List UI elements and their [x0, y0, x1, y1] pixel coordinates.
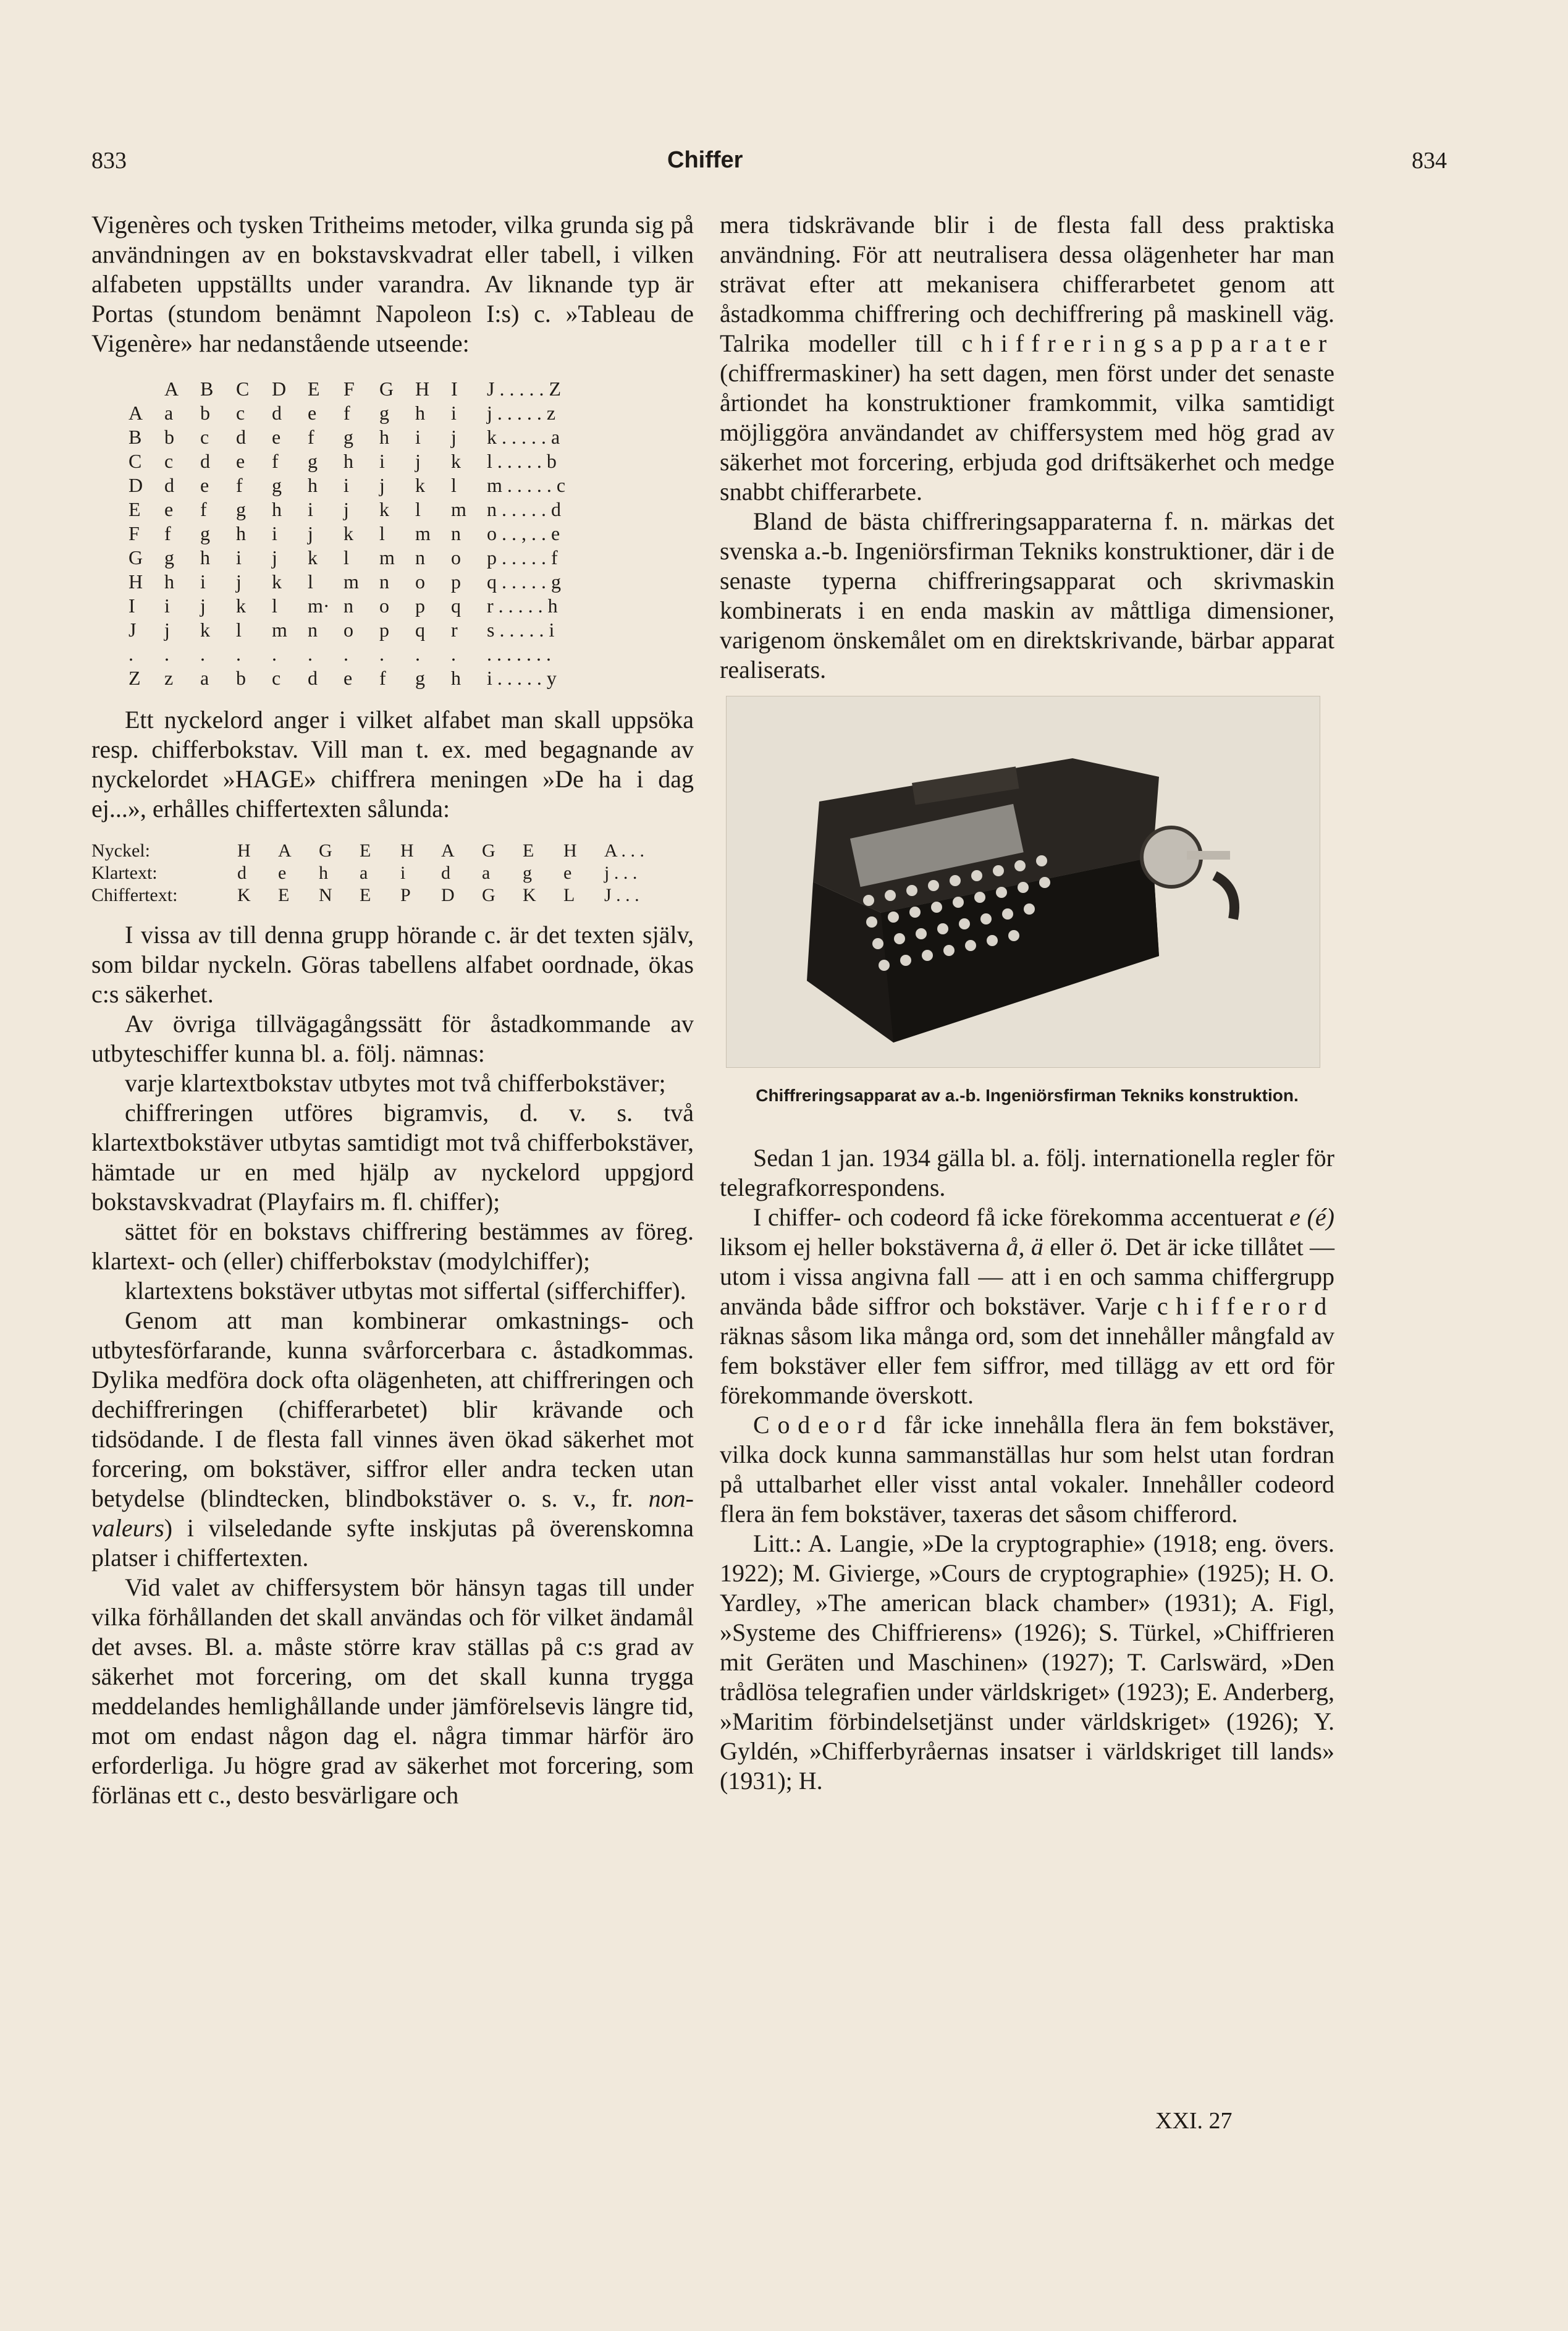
cipher-table-cell: A — [129, 402, 143, 424]
running-head: Chiffer — [667, 147, 743, 173]
cipher-table-cell: e — [236, 450, 245, 472]
cipher-table-cell: i . . . . . y — [487, 667, 557, 689]
example-row — [91, 862, 694, 884]
cipher-table-cell: o — [451, 546, 461, 569]
cipher-table-cell: h — [236, 522, 246, 544]
example-letter: d — [441, 863, 450, 883]
cipher-table-cell: . — [308, 643, 313, 665]
cipher-table-cell: e — [344, 667, 353, 689]
example-letter: G — [482, 885, 495, 905]
cipher-table-row — [129, 618, 565, 642]
body-paragraph-3-text: Genom att man kombinerar omkastnings- och utbytesförfarande, kunna svårforcerbara c. åstadkommas. Dylika medföra dock ofta olägenheten, att chiffreringen och dechiffreringen (chifferarbetet) blir krävande och tidsödande. I de flesta fall vinnes även ökad säkerhet mot forcering, om bokstäver, siffror eller andra tecken utan betydelse (blindtecken, blindbokstäver o. s. v., fr. — [91, 1306, 694, 1512]
cipher-table-cell: e — [308, 402, 317, 424]
example-letter: H — [563, 840, 577, 861]
cipher-table-cell: b — [164, 426, 174, 448]
cipher-table-cell: l . . . . . b — [487, 450, 557, 472]
cipher-table-cell: k — [451, 450, 461, 472]
cipher-table-cell: g — [379, 402, 389, 424]
cipher-table-cell: o — [379, 594, 389, 617]
list-item-2: chiffreringen utföres bigramvis, d. v. s. två klartextbokstäver utbytas samtidigt mot två chifferbokstäver, hämtade ur en med hjälp av nyckelord uppgjord bokstavskvadrat (Playfairs m. fl. chiffer); — [91, 1099, 694, 1216]
cipher-table-cell: m — [379, 546, 395, 569]
cipher-table-cell: p — [379, 619, 389, 641]
cipher-table-cell: j — [164, 619, 170, 641]
cipher-table-cell: l — [451, 474, 457, 496]
cipher-table-cell: q . . . . . g — [487, 570, 561, 593]
cipher-table-cell: g — [344, 426, 353, 448]
cipher-table-cell: j . . . . . z — [487, 402, 556, 424]
cipher-table-cell: r — [451, 619, 458, 641]
cipher-table-cell: h — [344, 450, 353, 472]
cipher-table-cell: . — [129, 643, 133, 665]
cipher-table-cell: a — [164, 402, 174, 424]
right-paragraph-4-mid: liksom ej heller bokstäverna — [720, 1233, 1000, 1261]
cipher-table-cell: A — [164, 378, 179, 400]
cipher-table-row — [129, 522, 565, 546]
cipher-table-cell: f — [379, 667, 386, 689]
cipher-table-cell: p — [415, 594, 425, 617]
spaced-term-codeord: Codeord — [753, 1411, 894, 1439]
cipher-table-cell: g — [236, 498, 246, 520]
cipher-table-cell: Z — [129, 667, 141, 689]
cipher-table-cell: h — [200, 546, 210, 569]
cipher-table-cell: . — [164, 643, 169, 665]
cipher-table-cell: m — [344, 570, 359, 593]
spaced-term-chiffreringsapparater: chiffreringsapparater — [961, 329, 1334, 357]
example-letter: J . . . — [604, 885, 639, 905]
example-letter: h — [319, 863, 328, 883]
right-paragraph-4 — [720, 1203, 1334, 1410]
right-paragraph-1-text: mera tidskrävande blir i de flesta fall dess praktiska användning. För att neutralisera dessa olägenheter har man strävat efter att mekanisera chifferarbetet genom att åstadkomma chiffrering och dechiffrering på maskinell väg. Talrika modeller till — [720, 211, 1334, 357]
cipher-table-cell: n — [344, 594, 353, 617]
cipher-table-cell: . — [415, 643, 420, 665]
cipher-table-cell: o — [344, 619, 353, 641]
body-paragraph-3-end: ) i vilseledande syfte inskjutas på överenskomna platser i chiffertexten. — [91, 1514, 694, 1572]
example-letter: H — [400, 840, 414, 861]
cipher-table-cell: J — [129, 619, 137, 641]
cipher-table-cell: h — [451, 667, 461, 689]
list-item-1: varje klartextbokstav utbytes mot två chifferbokstäver; — [125, 1069, 666, 1097]
cipher-table-row — [129, 473, 565, 497]
right-paragraph-4-rule: Det är icke tillåtet — utom i vissa angivna fall — att i en och samma chiffergrupp använda både siffror och bokstäver. Varje — [720, 1233, 1335, 1320]
cipher-table-cell: f — [236, 474, 243, 496]
cipher-table-cell: B — [200, 378, 214, 400]
cipher-table-cell: i — [164, 594, 170, 617]
cipher-table-cell: n — [379, 570, 389, 593]
cipher-table-cell: h — [415, 402, 425, 424]
letter-e-accent: e (é) — [1289, 1203, 1335, 1231]
cipher-table-cell: F — [344, 378, 355, 400]
example-letter: e — [278, 863, 287, 883]
cipher-table-cell: G — [129, 546, 143, 569]
cipher-table-cell: m — [451, 498, 466, 520]
example-row — [91, 840, 694, 862]
cipher-table-cell: l — [415, 498, 421, 520]
body-paragraph-2: Av övriga tillvägagångssätt för åstadkommande av utbyteschiffer kunna bl. a. följ. nämnas: — [91, 1010, 694, 1067]
example-letter: K — [237, 885, 251, 905]
cipher-table-row — [129, 377, 565, 401]
spaced-term-chifferord: chifferord — [1157, 1292, 1335, 1320]
cipher-table-cell: n — [415, 546, 425, 569]
cipher-table-cell: I — [451, 378, 458, 400]
right-paragraph-2: Bland de bästa chiffreringsapparaterna f. n. märkas det svenska a.-b. Ingeniörsfirman Tekniks konstruktioner, där i de senaste typerna chiffreringsapparat och skrivmaskin kombinerats i en enda maskin av måttliga dimensioner, varigenom önskemålet om en direktskrivande, bärbar apparat realiserats. — [720, 507, 1334, 683]
example-letter: e — [563, 863, 572, 883]
example-letter: a — [360, 863, 368, 883]
cipher-table-cell: d — [200, 450, 210, 472]
example-letter: j . . . — [604, 863, 638, 883]
letters-a-ring-a-umlaut: å, ä — [1006, 1233, 1043, 1261]
cipher-table-cell: l — [272, 594, 277, 617]
cipher-table-cell: C — [236, 378, 250, 400]
cipher-table-cell: g — [272, 474, 282, 496]
cipher-table-cell: g — [164, 546, 174, 569]
cipher-table-cell: d — [236, 426, 246, 448]
example-letter: d — [237, 863, 247, 883]
right-paragraph-4-or: eller — [1050, 1233, 1094, 1261]
cipher-table-cell: D — [272, 378, 287, 400]
cipher-table-cell: k — [200, 619, 210, 641]
cipher-table-cell: q — [415, 619, 425, 641]
example-label: Chiffertext: — [91, 885, 178, 905]
cipher-table-row — [129, 642, 565, 666]
cipher-table-cell: j — [379, 474, 385, 496]
cipher-table-cell: f — [308, 426, 314, 448]
cipher-table-cell: l — [308, 570, 313, 593]
cipher-table-cell: e — [200, 474, 209, 496]
cipher-table-cell: j — [415, 450, 421, 472]
cipher-table-cell: r . . . . . h — [487, 594, 558, 617]
right-paragraph-3: Sedan 1 jan. 1934 gälla bl. a. följ. internationella regler för telegrafkorrespondens. — [720, 1144, 1334, 1201]
example-letter: A — [441, 840, 455, 861]
cipher-table-cell: l — [379, 522, 385, 544]
cipher-table-cell: h — [272, 498, 282, 520]
example-letter: A . . . — [604, 840, 645, 861]
cipher-table-cell: i — [200, 570, 206, 593]
example-label: Klartext: — [91, 863, 158, 883]
example-letter: E — [360, 840, 371, 861]
example-letter: i — [400, 863, 406, 883]
cipher-table-cell: i — [344, 474, 349, 496]
cipher-table-cell: n — [451, 522, 461, 544]
cipher-table-cell: c — [272, 667, 281, 689]
cipher-table-cell: f — [164, 522, 171, 544]
cipher-table-row — [129, 546, 565, 570]
cipher-table-cell: i — [415, 426, 421, 448]
cipher-table-cell: p . . . . . f — [487, 546, 558, 569]
cipher-example — [91, 840, 694, 907]
cipher-table-cell: a — [200, 667, 209, 689]
cipher-table-row — [129, 570, 565, 594]
example-letter: E — [523, 840, 534, 861]
cipher-table-cell: k — [308, 546, 318, 569]
list-item-3: sättet för en bokstavs chiffrering bestämmes av föreg. klartext- och (eller) chifferbokstav (modylchiffer); — [91, 1217, 694, 1275]
cipher-table-cell: J . . . . . Z — [487, 378, 561, 400]
cipher-table-cell: d — [164, 474, 174, 496]
cipher-table-cell: I — [129, 594, 135, 617]
left-column — [91, 210, 694, 1810]
example-letter: A — [278, 840, 292, 861]
right-paragraph-5 — [720, 1410, 1334, 1529]
cipher-table-cell: . . . . . . . — [487, 643, 551, 665]
cipher-table-cell: k — [272, 570, 282, 593]
cipher-table-cell: j — [236, 570, 242, 593]
cipher-table-cell: . — [451, 643, 456, 665]
cipher-table-cell: i — [379, 450, 385, 472]
list-item-4: klartextens bokstäver utbytas mot siffertal (sifferchiffer). — [125, 1277, 686, 1305]
right-paragraph-4-end: räknas såsom lika många ord, som det innehåller mångfald av fem bokstäver eller fem siffror, med tillägg av ett ord för förekommande överskott. — [720, 1322, 1334, 1409]
example-letter: E — [278, 885, 290, 905]
cipher-table-cell: j — [200, 594, 206, 617]
page-number-right: 834 — [1412, 148, 1447, 174]
cipher-table-cell: . — [236, 643, 241, 665]
example-letter: P — [400, 885, 411, 905]
cipher-table-cell: o . . , . . e — [487, 522, 560, 544]
volume-signature: XXI. 27 — [1155, 2108, 1233, 2134]
cipher-table-cell — [129, 377, 164, 401]
cipher-table-cell: h — [164, 570, 174, 593]
example-letter: H — [237, 840, 251, 861]
cipher-table-cell: p — [451, 570, 461, 593]
literature-references: Litt.: A. Langie, »De la cryptographie» (1918; eng. övers. 1922); M. Givierge, »Cours de cryptographie» (1925); H. O. Yardley, »The american black chamber» (1931); A. Figl, »Systeme des Chiffrierens» (1926); S. Türkel, »Chiffrieren mit Geräten und Maschinen» (1927); T. Carlswärd, »Den trådlösa telegrafien under världskriget» (1923); E. Anderberg, »Maritim förbindelsetjänst under världskriget» (1926); Y. Gyldén, »Chifferbyråernas insatser i världskriget till lands» (1931); H. — [720, 1529, 1334, 1795]
cipher-table-cell: g — [415, 667, 425, 689]
page-number-left: 833 — [91, 148, 127, 174]
cipher-table-row — [129, 425, 565, 449]
right-paragraph-1 — [720, 210, 1334, 507]
cipher-table-cell: h — [379, 426, 389, 448]
cipher-table-cell: H — [129, 570, 143, 593]
cipher-table-cell: n . . . . . d — [487, 498, 561, 520]
cipher-table-cell: l — [344, 546, 349, 569]
cipher-machine-photo — [726, 696, 1320, 1068]
right-column — [720, 210, 1334, 1796]
right-paragraph-1-end: (chiffrermaskiner) ha sett dagen, men först under det senaste årtiondet ha konstruktioner framkommit, vilka samtidigt möjliggöra användandet av chiffersystem med hög grad av säkerhet mot forcering, erbjuda god driftsäkerhet och medge snabbt chifferarbete. — [720, 359, 1334, 506]
cipher-table-cell: . — [272, 643, 277, 665]
right-paragraph-4-text: I chiffer- och codeord få icke förekomma accentuerat — [753, 1203, 1283, 1231]
cipher-table-cell: H — [415, 378, 430, 400]
cipher-table-row — [129, 666, 565, 690]
cipher-table-cell: z — [164, 667, 174, 689]
cipher-table-cell: d — [272, 402, 282, 424]
keyword-paragraph: Ett nyckelord anger i vilket alfabet man skall uppsöka resp. chifferbokstav. Vill man t. ex. med begagnande av nyckelordet »HAGE» chiffrera meningen »De ha i dag ej...», erhålles chiffertexten sålunda: — [91, 706, 694, 823]
cipher-table-cell: j — [308, 522, 313, 544]
example-letter: g — [523, 863, 532, 883]
cipher-table-cell: g — [200, 522, 210, 544]
non-valeurs-term: non-valeurs — [91, 1484, 694, 1542]
letter-o-umlaut: ö. — [1100, 1233, 1119, 1261]
vigenere-tableau — [91, 377, 694, 690]
cipher-table-cell: i — [236, 546, 242, 569]
cipher-table-cell: j — [451, 426, 457, 448]
cipher-table-cell: l — [236, 619, 242, 641]
cipher-table-cell: n — [308, 619, 318, 641]
cipher-table-cell: B — [129, 426, 142, 448]
example-letter: N — [319, 885, 332, 905]
cipher-table-cell: f — [344, 402, 350, 424]
cipher-table-cell: . — [379, 643, 384, 665]
cipher-table-cell: G — [379, 378, 394, 400]
cipher-table-cell: . — [200, 643, 205, 665]
cipher-table-cell: k — [415, 474, 425, 496]
photo-caption: Chiffreringsapparat av a.-b. Ingeniörsfirman Tekniks konstruktion. — [756, 1086, 1299, 1105]
cipher-table-cell: b — [236, 667, 246, 689]
cipher-table-cell: . — [344, 643, 348, 665]
cipher-table-row — [129, 401, 565, 425]
cipher-table-cell: m — [272, 619, 287, 641]
cipher-table-cell: D — [129, 474, 143, 496]
cipher-table-cell: E — [308, 378, 320, 400]
cipher-table-cell: c — [164, 450, 174, 472]
cipher-table-cell: E — [129, 498, 141, 520]
example-row — [91, 884, 694, 907]
cipher-table-cell: h — [308, 474, 318, 496]
cipher-table-cell: j — [344, 498, 349, 520]
cipher-table-cell: b — [200, 402, 210, 424]
cipher-table — [129, 377, 565, 690]
cipher-table-cell: j — [272, 546, 277, 569]
cipher-table-cell: e — [272, 426, 281, 448]
cipher-table-cell: k — [236, 594, 246, 617]
cipher-table-cell: m . . . . . c — [487, 474, 566, 496]
typewriter-illustration — [727, 696, 1320, 1067]
cipher-table-cell: e — [164, 498, 174, 520]
cipher-table-cell: k — [379, 498, 389, 520]
cipher-table-cell: i — [451, 402, 457, 424]
cipher-table-cell: s . . . . . i — [487, 619, 555, 641]
example-letter: G — [482, 840, 495, 861]
example-letter: D — [441, 885, 455, 905]
cipher-table-cell: g — [308, 450, 318, 472]
example-letter: G — [319, 840, 332, 861]
body-paragraph-1: I vissa av till denna grupp hörande c. är det texten själv, som bildar nyckeln. Göras tabellens alfabet oordnade, ökas c:s säkerhet. — [91, 921, 694, 1008]
cipher-table-row — [129, 594, 565, 618]
cipher-table-cell: m — [415, 522, 431, 544]
cipher-table-cell: i — [272, 522, 277, 544]
example-label: Nyckel: — [91, 840, 150, 861]
example-letter: K — [523, 885, 536, 905]
example-letter: a — [482, 863, 491, 883]
body-paragraph-3 — [91, 1306, 694, 1573]
cipher-table-cell: C — [129, 450, 142, 472]
cipher-table-cell: k . . . . . a — [487, 426, 560, 448]
intro-paragraph: Vigenères och tysken Tritheims metoder, vilka grunda sig på användningen av en bokstavskvadrat eller tabell, i vilken alfabeten uppställts under varandra. Av liknande typ är Portas (stundom benämnt Napoleon I:s) c. »Tableau de Vigenère» har nedanstående utseende: — [91, 211, 694, 357]
cipher-table-cell: F — [129, 522, 140, 544]
cipher-table-cell: q — [451, 594, 461, 617]
example-letter: L — [563, 885, 575, 905]
cipher-table-cell: f — [272, 450, 279, 472]
right-paragraph-5-text: får icke innehålla flera än fem bokstäver, vilka dock kunna sammanställas hur som helst utan fordran på uttalbarhet eller visst antal vokaler. Innehåller codeord flera än fem bokstäver, taxeras det såsom chifferord. — [720, 1411, 1335, 1528]
cipher-table-row — [129, 449, 565, 473]
example-letter: E — [360, 885, 371, 905]
cipher-table-cell: c — [236, 402, 245, 424]
body-paragraph-4: Vid valet av chiffersystem bör hänsyn tagas till under vilka förhållanden det skall användas och för vilket ändamål det avses. Bl. a. måste större krav ställas på c:s grad av säkerhet mot forcering, om det skall kunna trygga meddelandes hemlighållande under jämförelsevis längre tid, mot om endast någon dag el. några timmar härför äro erforderliga. Ju högre grad av säkerhet mot forcering, som förlänas ett c., desto besvärligare och — [91, 1573, 694, 1809]
cipher-table-row — [129, 497, 565, 522]
cipher-table-cell: m· — [308, 594, 330, 617]
cipher-table-cell: c — [200, 426, 209, 448]
cipher-table-cell: k — [344, 522, 353, 544]
cipher-table-cell: f — [200, 498, 207, 520]
cipher-table-cell: i — [308, 498, 313, 520]
cipher-table-cell: d — [308, 667, 318, 689]
cipher-table-cell: o — [415, 570, 425, 593]
